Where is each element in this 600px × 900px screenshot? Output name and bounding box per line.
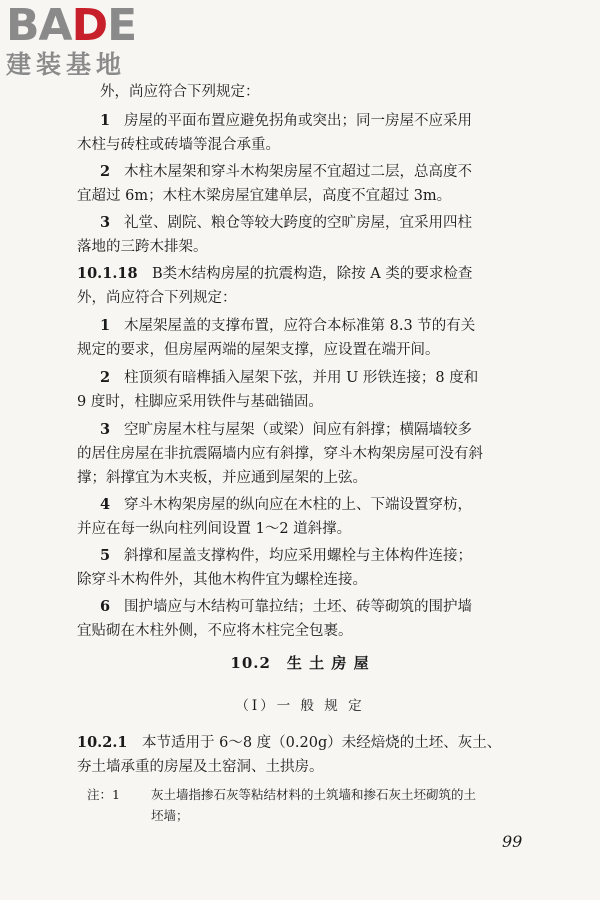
list-item-number: 2: [100, 163, 111, 180]
list-item-line: 礼堂、剧院、粮仓等较大跨度的空旷房屋，宜采用四柱: [124, 215, 472, 231]
list-item-number: 6: [100, 598, 111, 615]
list-item-number: 1: [100, 317, 111, 334]
clause-number: 10.1.18: [77, 265, 138, 282]
list-item-line: 木柱木屋架和穿斗木构架房屋不宜超过二层，总高度不: [124, 164, 472, 180]
list-item-line: 并应在每一纵向柱列间设置 1～2 道斜撑。: [77, 521, 352, 537]
list-item-line: 规定的要求，但房屋两端的屋架支撑，应设置在端开间。: [77, 342, 440, 358]
list-item-line: 斜撑和屋盖支撑构件，均应采用螺栓与主体构件连接；: [124, 548, 472, 564]
section-a-intro: 外，尚应符合下列规定：: [100, 84, 260, 100]
list-item-number: 1: [100, 112, 111, 129]
list-item-line: 木屋架屋盖的支撑布置，应符合本标准第 8.3 节的有关: [124, 318, 476, 334]
clause-line: 外，尚应符合下列规定：: [77, 290, 237, 306]
page-number: 99: [502, 832, 523, 851]
list-item-line: 的居住房屋在非抗震隔墙内应有斜撑，穿斗木构架房屋可没有斜: [77, 446, 483, 462]
list-item-line: 木柱与砖柱或砖墙等混合承重。: [77, 137, 280, 153]
subsection-heading: （Ⅰ）一 般 规 定: [235, 698, 365, 714]
list-item-line: 落地的三跨木排架。: [77, 239, 208, 255]
list-item-line: 房屋的平面布置应避免拐角或突出；同一房屋不应采用: [124, 113, 472, 129]
list-item-number: 4: [100, 496, 111, 513]
list-item-number: 3: [100, 421, 111, 438]
list-item-line: 柱顶须有暗榫插入屋架下弦，并用 U 形铁连接；8 度和: [124, 370, 479, 386]
list-item-number: 5: [100, 547, 111, 564]
list-item-line: 宜超过 6m；木柱木梁房屋宜建单层，高度不宜超过 3m。: [77, 188, 452, 204]
list-item-line: 9 度时，柱脚应采用铁件与基础锚固。: [77, 394, 323, 410]
section-heading: 10.2 生 土 房 屋: [230, 654, 370, 672]
clause-number: 10.2.1: [77, 734, 128, 751]
clause-line: 本节适用于 6～8 度（0.20g）未经焙烧的土坯、灰土、: [142, 735, 502, 751]
list-item-line: 穿斗木构架房屋的纵向应在木柱的上、下端设置穿枋，: [124, 497, 472, 513]
list-item-line: 撑；斜撑宜为木夹板，并应通到屋架的上弦。: [77, 470, 367, 486]
list-item-number: 3: [100, 214, 111, 231]
list-item-line: 除穿斗木构件外，其他木构件宜为螺栓连接。: [77, 572, 367, 588]
note-line: 灰土墙指掺石灰等粘结材料的土筑墙和掺石灰土坯砌筑的土: [151, 787, 477, 802]
note-line: 坯墙；: [151, 808, 189, 823]
list-item-line: 空旷房屋木柱与屋架（或梁）间应有斜撑；横隔墙较多: [124, 422, 472, 438]
list-item-line: 宜贴砌在木柱外侧，不应将木柱完全包裹。: [77, 623, 353, 639]
clause-line: 夯土墙承重的房屋及土窑洞、土拱房。: [77, 759, 324, 775]
list-item-number: 2: [100, 369, 111, 386]
clause-line: B类木结构房屋的抗震构造，除按 A 类的要求检查: [152, 266, 473, 282]
list-item-line: 围护墙应与木结构可靠拉结；土坯、砖等砌筑的围护墙: [124, 599, 472, 615]
logo-subtitle: 建装基地: [6, 50, 127, 79]
note-label: 注：1: [87, 787, 120, 802]
logo-mark: BADE: [6, 0, 137, 51]
